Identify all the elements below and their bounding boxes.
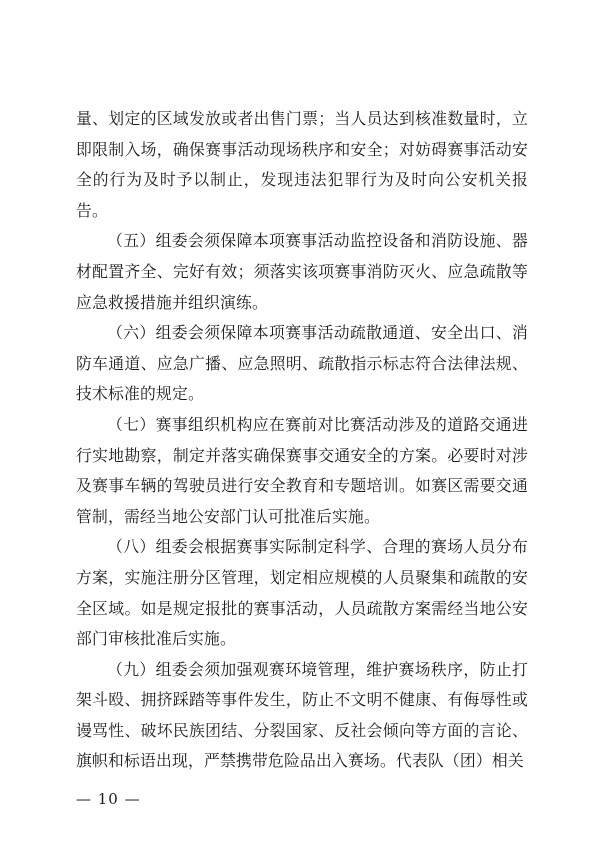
paragraph-item-8: （八）组委会根据赛事实际制定科学、合理的赛场人员分布方案，实施注册分区管理，划定相应规模的人员聚集和疏散的安全区域。如是规定报批的赛事活动，人员疏散方案需经当地公安部门审核批准后实施。 (76, 537, 528, 649)
paragraph-item-5: （五）组委会须保障本项赛事活动监控设备和消防设施、器材配置齐全、完好有效；须落实该项赛事消防灭火、应急疏散等应急救援措施并组织演练。 (76, 231, 528, 312)
paragraph-item-9: （九）组委会须加强观赛环境管理，维护赛场秩序，防止打架斗殴、拥挤踩踏等事件发生，防止不文明不健康、有侮辱性或谩骂性、破坏民族团结、分裂国家、反社会倾向等方面的言论、旗帜和标语出现，严禁携带危险品出入赛场。代表队（团）相关 (76, 659, 528, 771)
page-number: — 10 — (76, 790, 141, 808)
paragraph-item-7: （七）赛事组织机构应在赛前对比赛活动涉及的道路交通进行实地勘察，制定并落实确保赛事交通安全的方案。必要时对涉及赛事车辆的驾驶员进行安全教育和专题培训。如赛区需要交通管制，需经当地公安部门认可批准后实施。 (76, 414, 528, 526)
paragraph-continuation: 量、划定的区域发放或者出售门票；当人员达到核准数量时，立即限制入场，确保赛事活动现场秩序和安全；对妨碍赛事活动安全的行为及时予以制止，发现违法犯罪行为及时向公安机关报告。 (76, 109, 528, 220)
document-body (76, 104, 528, 777)
paragraph-item-6: （六）组委会须保障本项赛事活动疏散通道、安全出口、消防车通道、应急广播、应急照明、疏散指示标志符合法律法规、技术标准的规定。 (76, 323, 528, 404)
